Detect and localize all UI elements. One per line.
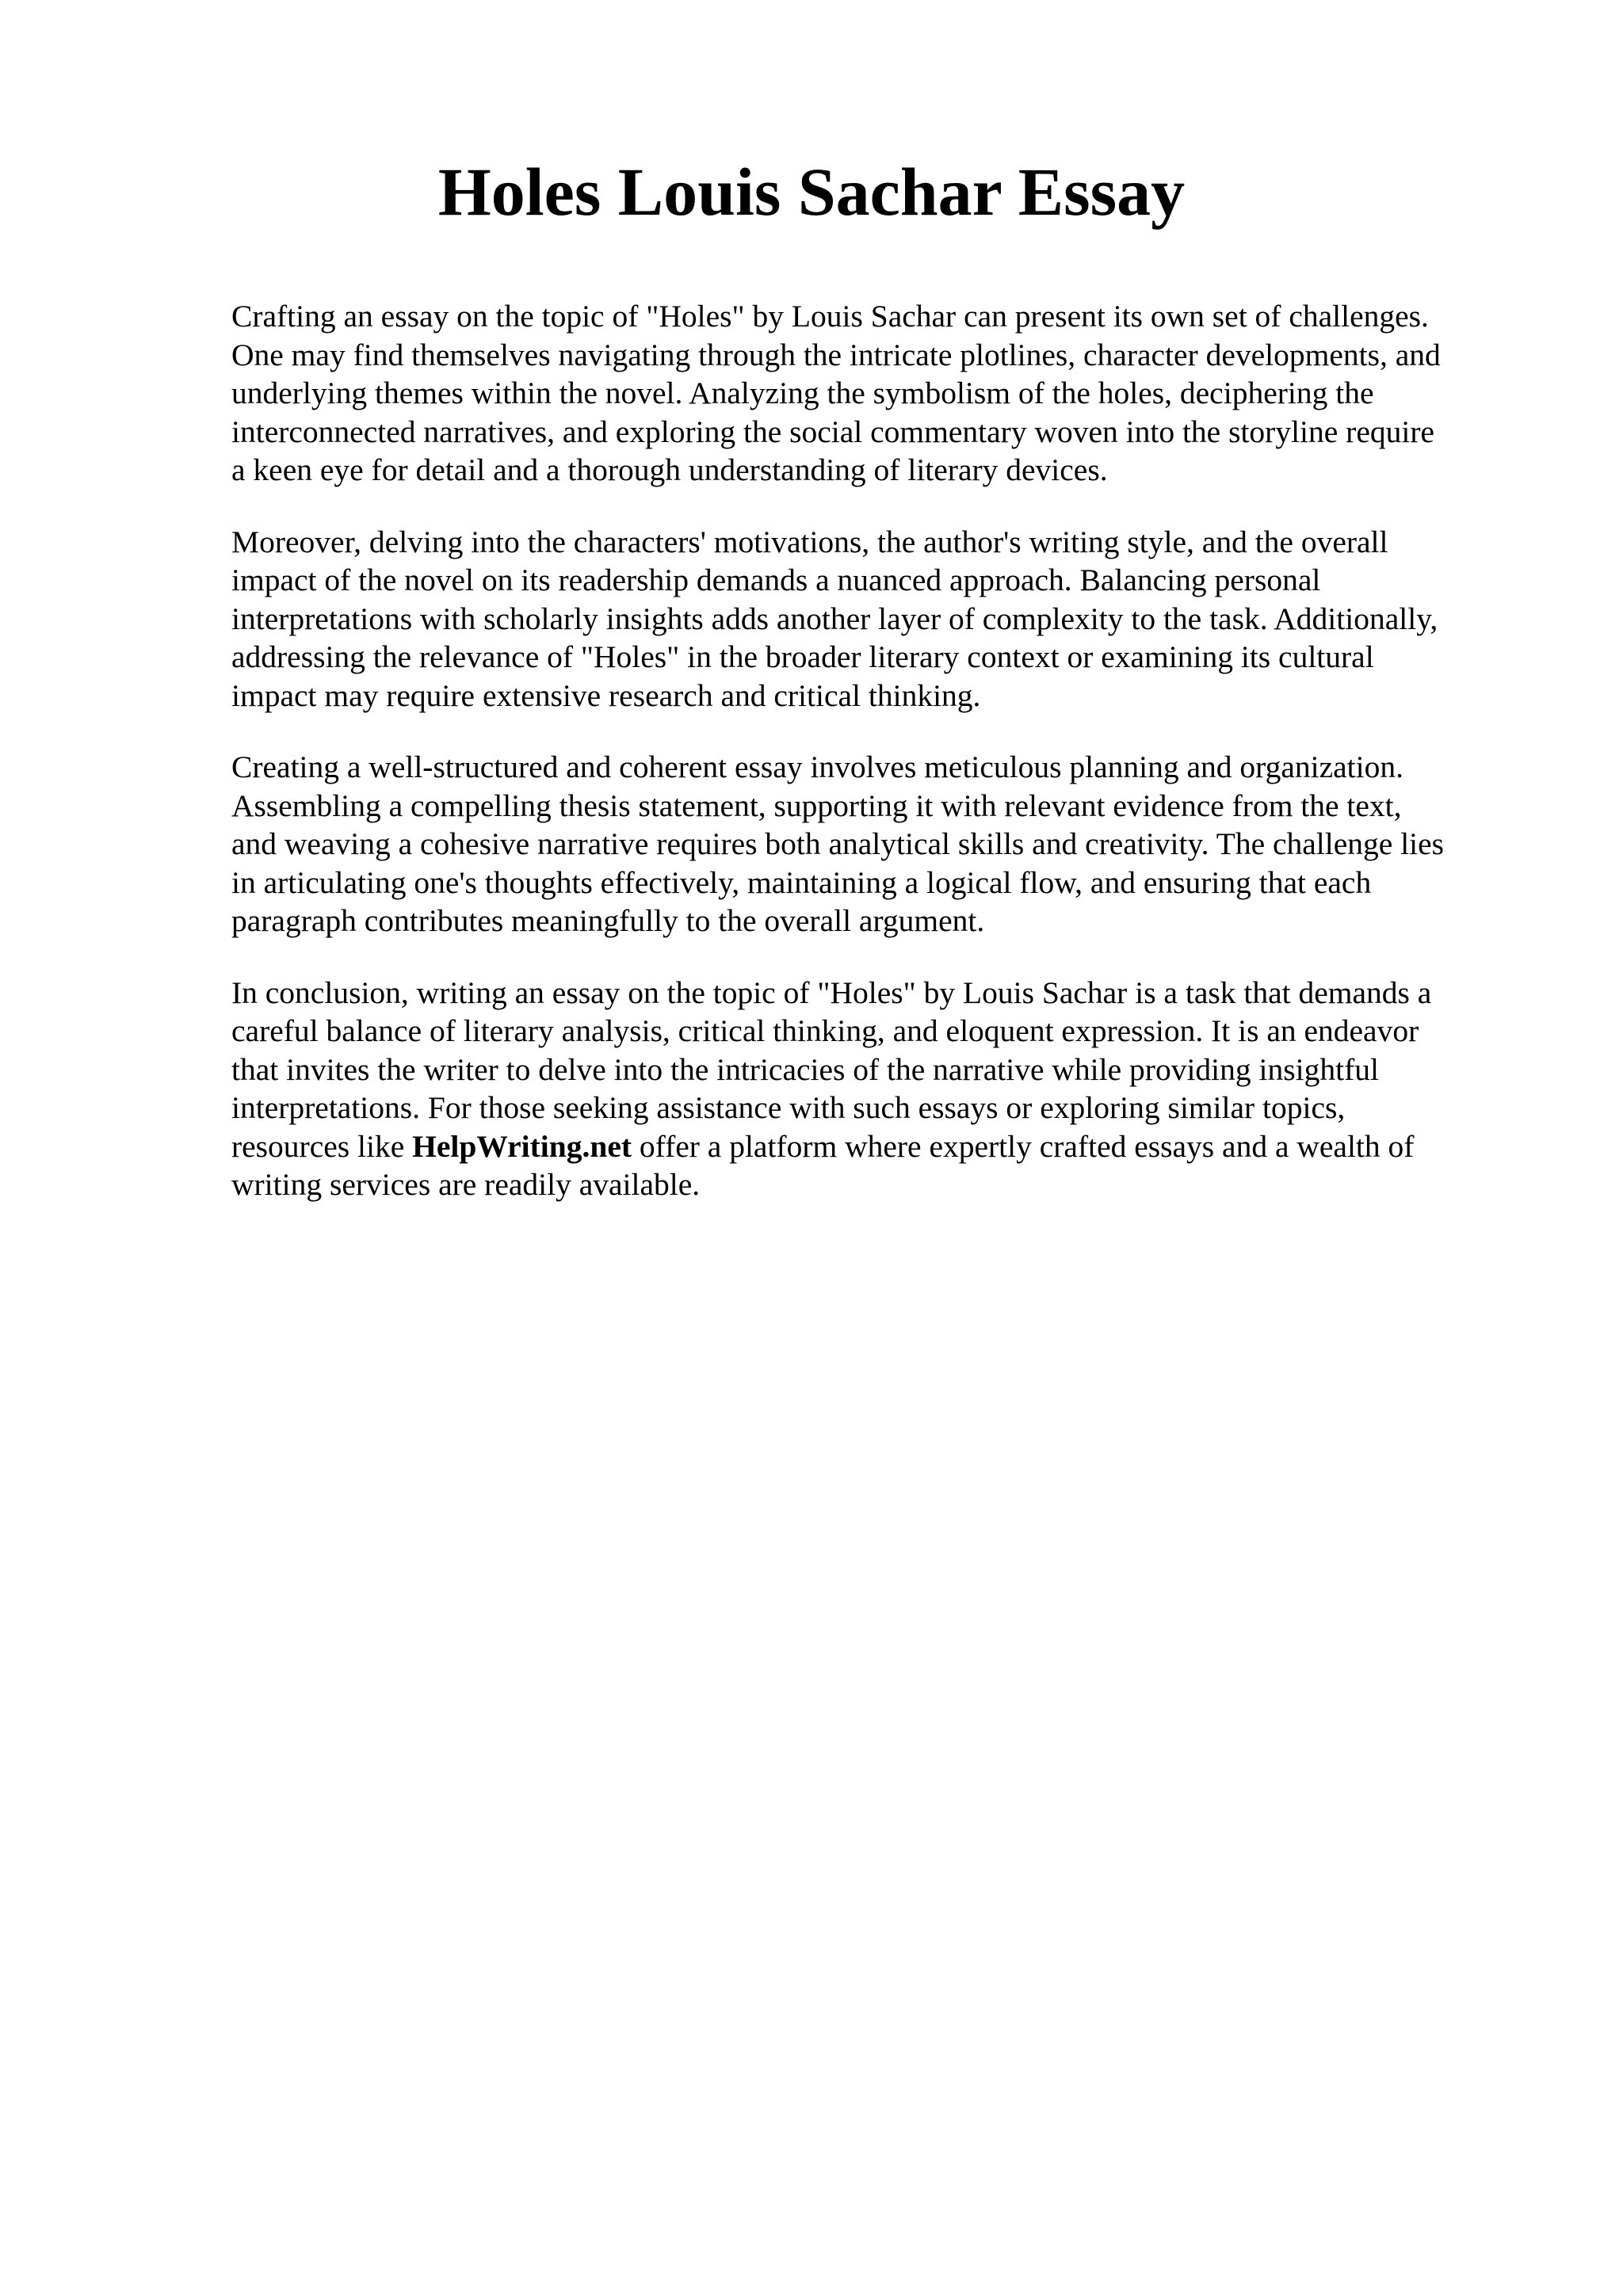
text-line: interpretations with scholarly insights adds another layer of complexity to the task. Additionally,	[231, 601, 1438, 636]
text-line: Assembling a compelling thesis statement, supporting it with relevant evidence from the text,	[231, 788, 1402, 823]
text-line: careful balance of literary analysis, critical thinking, and eloquent expression. It is an endeavor	[231, 1013, 1419, 1048]
paragraph-structure	[231, 748, 1531, 940]
text-line: Crafting an essay on the topic of "Holes" by Louis Sachar can present its own set of challenges.	[231, 299, 1429, 334]
text-line: addressing the relevance of "Holes" in the broader literary context or examining its cultural	[231, 639, 1374, 674]
text-line: that invites the writer to delve into the intricacies of the narrative while providing insightful	[231, 1051, 1379, 1087]
text-line: a keen eye for detail and a thorough understanding of literary devices.	[231, 452, 1108, 487]
text-line: underlying themes within the novel. Analyzing the symbolism of the holes, deciphering the	[231, 376, 1374, 410]
text-line: paragraph contributes meaningfully to the overall argument.	[231, 903, 985, 938]
paragraph-conclusion	[231, 974, 1531, 1204]
paragraph-intro	[231, 297, 1531, 490]
paragraph-characters	[231, 523, 1531, 715]
text-line: impact may require extensive research and critical thinking.	[231, 677, 981, 713]
text-line: interconnected narratives, and exploring the social commentary woven into the storyline require	[231, 414, 1435, 449]
text-line: in articulating one's thoughts effectively, maintaining a logical flow, and ensuring that each	[231, 864, 1372, 900]
text-line: Moreover, delving into the characters' motivations, the author's writing style, and the overall	[231, 524, 1388, 559]
text-line: In conclusion, writing an essay on the topic of "Holes" by Louis Sachar is a task that demands a	[231, 974, 1432, 1010]
resource-line-prefix: resources like	[231, 1128, 413, 1164]
text-line: impact of the novel on its readership demands a nuanced approach. Balancing personal	[231, 563, 1321, 597]
text-line: and weaving a cohesive narrative requires both analytical skills and creativity. The challenge lies	[231, 826, 1445, 861]
helpwriting-link[interactable]: HelpWriting.net	[412, 1128, 632, 1164]
page-title: Holes Louis Sachar Essay	[437, 154, 1186, 230]
essay-body	[231, 297, 1531, 1238]
text-line: One may find themselves navigating through the intricate plotlines, character developments, and	[231, 337, 1441, 372]
resource-line	[231, 1127, 1531, 1166]
resource-line-suffix: offer a platform where expertly crafted essays and a wealth of	[632, 1128, 1415, 1164]
text-line: interpretations. For those seeking assistance with such essays or exploring similar topics,	[231, 1090, 1346, 1125]
text-line: Creating a well-structured and coherent essay involves meticulous planning and organization.	[231, 749, 1403, 784]
text-line: writing services are readily available.	[231, 1167, 701, 1202]
